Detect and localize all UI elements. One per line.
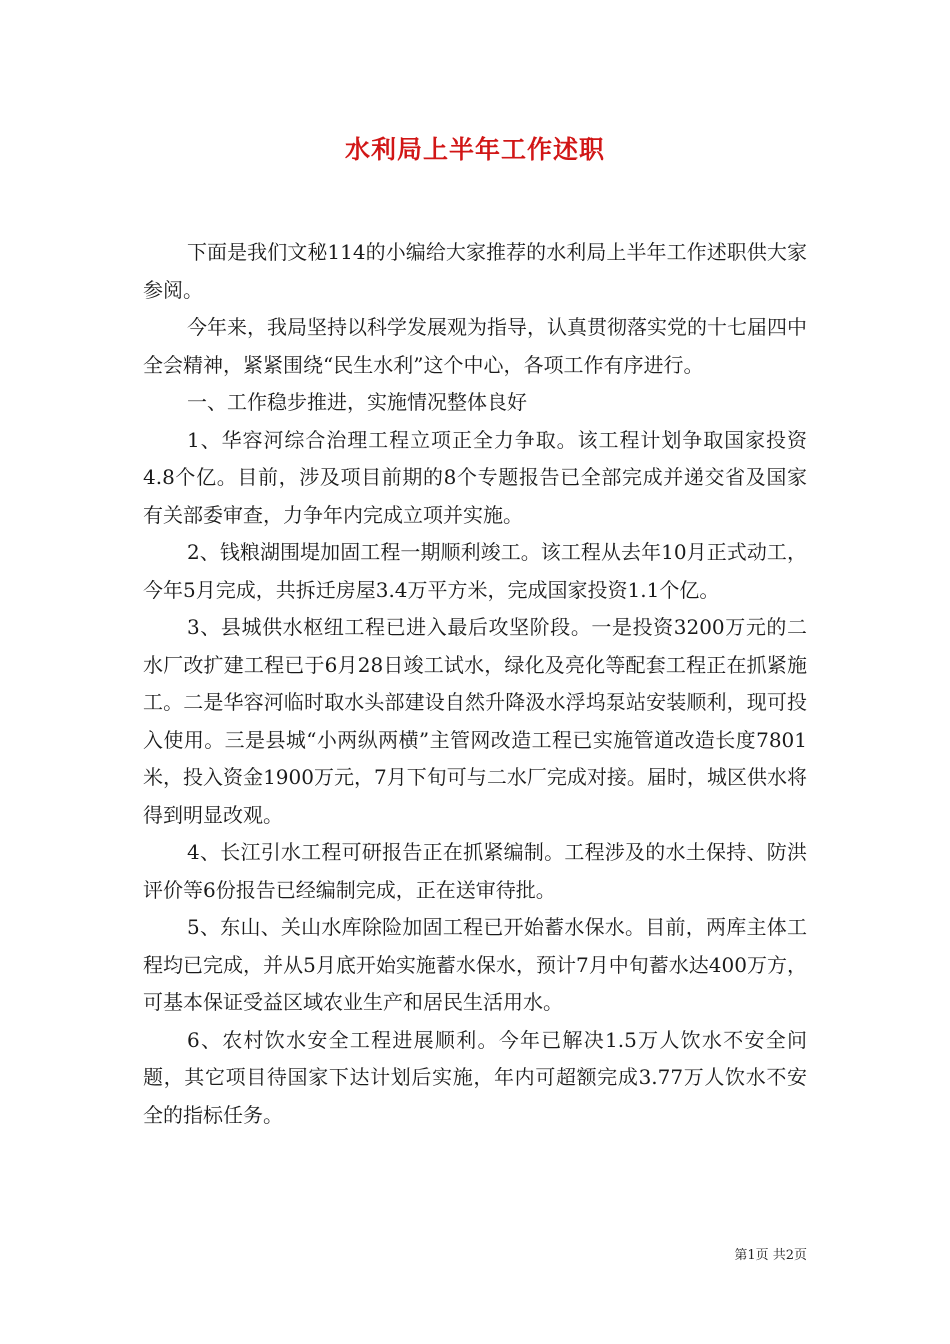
page-title: 水利局上半年工作述职 [344,135,605,164]
intro-paragraph: 下面是我们文秘114的小编给大家推荐的水利局上半年工作述职供大家参阅。 [143,240,807,302]
item-paragraph: 6、农村饮水安全工程进展顺利。今年已解决1.5万人饮水不安全问题，其它项目待国家下达计划后实施，年内可超额完成3.77万人饮水不安全的指标任务。 [143,1027,807,1127]
page-number: 第1页 共2页 [734,1248,807,1263]
item-paragraph: 1、华容河综合治理工程立项正全力争取。该工程计划争取国家投资4.8个亿。目前，涉及项目前期的8个专题报告已全部完成并递交省及国家有关部委审查，力争年内完成立项并实施。 [143,427,807,527]
item-paragraph: 3、县城供水枢纽工程已进入最后攻坚阶段。一是投资3200万元的二水厂改扩建工程已于6月28日竣工试水，绿化及亮化等配套工程正在抓紧施工。二是华容河临时取水头部建设自然升降汲水浮坞泵站安装顺利，现可投入使用。三是县城“小两纵两横”主管网改造工程已实施管道改造长度7801米，投入资金1900万元，7月下旬可与二水厂完成对接。届时，城区供水将得到明显改观。 [143,615,807,827]
item-paragraph: 5、东山、关山水库除险加固工程已开始蓄水保水。目前，两库主体工程均已完成，并从5月底开始实施蓄水保水，预计7月中旬蓄水达400万方，可基本保证受益区域农业生产和居民生活用水。 [143,915,807,1014]
item-paragraph: 2、钱粮湖围堤加固工程一期顺利竣工。该工程从去年10月正式动工，今年5月完成，共拆迁房屋3.4万平方米，完成国家投资1.1个亿。 [143,540,807,602]
section-heading: 一、工作稳步推进，实施情况整体良好 [187,390,527,414]
item-paragraph: 4、长江引水工程可研报告正在抓紧编制。工程涉及的水土保持、防洪评价等6份报告已经编制完成，正在送审待批。 [143,840,807,902]
document-body [143,234,807,1134]
overview-paragraph: 今年来，我局坚持以科学发展观为指导，认真贯彻落实党的十七届四中全会精神，紧紧围绕“民生水利”这个中心，各项工作有序进行。 [143,315,807,377]
